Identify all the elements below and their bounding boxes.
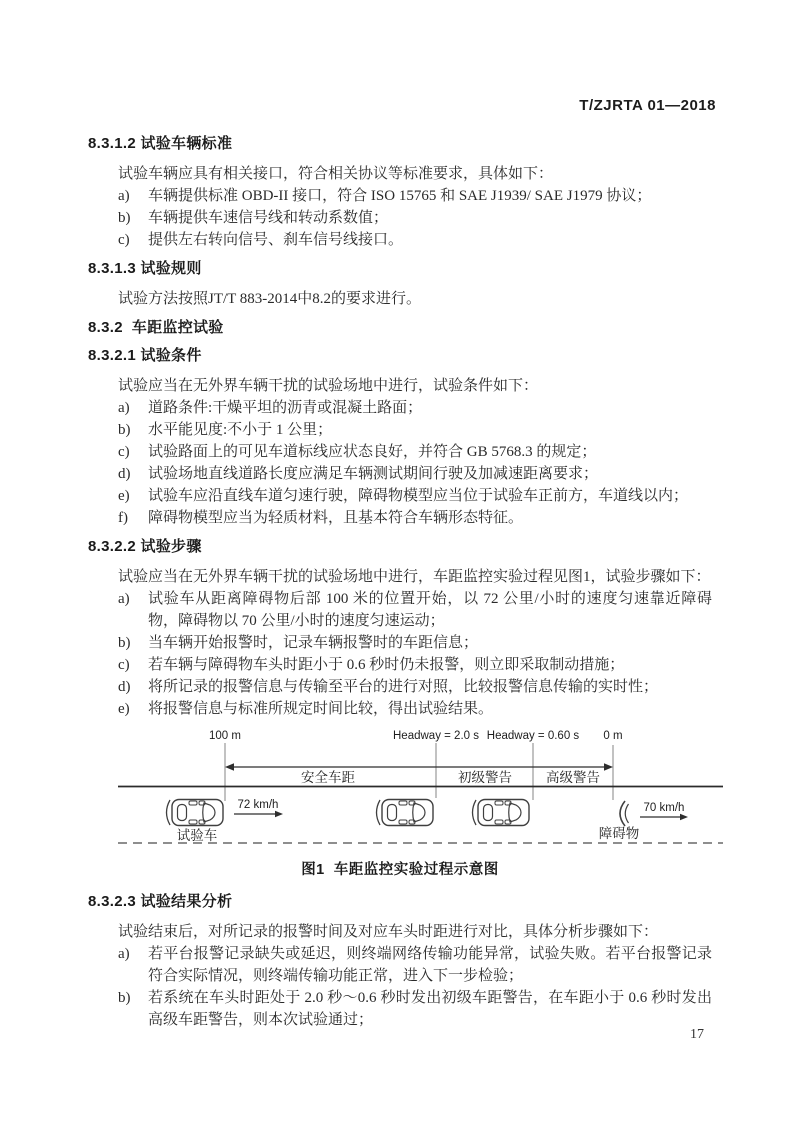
figure-caption: 图1 车距监控实验过程示意图 [301, 862, 499, 878]
list-item [118, 943, 712, 987]
zone-primary-warning-label: 初级警告 [458, 770, 512, 785]
list-item-text: 车辆提供标准 OBD-II 接口，符合 ISO 15765 和 SAE J1939/ SAE J1979 协议； [148, 188, 652, 204]
list-item-text: 试验路面上的可见车道标线应状态良好，并符合 GB 5768.3 的规定； [148, 444, 597, 460]
list-8321 [88, 397, 712, 529]
list-item [118, 632, 712, 654]
list-item-label: a) [118, 591, 130, 607]
list-item-label: c) [118, 444, 130, 460]
list-item-text: 提供左右转向信号、刹车信号线接口。 [148, 232, 404, 248]
marker-headway-06s-label: Headway = 0.60 s [486, 730, 580, 742]
list-item-text: 当车辆开始报警时，记录车辆报警时的车距信息； [148, 635, 479, 651]
list-item [118, 397, 712, 419]
vehicle-at-primary-warning-icon [377, 800, 434, 826]
list-item-label: c) [118, 232, 130, 248]
marker-100m-label: 100 m [209, 730, 241, 742]
list-item-label: e) [118, 701, 130, 717]
vehicle-at-advanced-warning-icon [473, 800, 530, 826]
list-item [118, 485, 712, 507]
list-item [118, 419, 712, 441]
list-item [118, 441, 712, 463]
list-item [118, 588, 712, 632]
list-item-label: d) [118, 466, 131, 482]
list-item-label: f) [118, 510, 128, 526]
paragraph: 试验车辆应具有相关接口，符合相关协议等标准要求，具体如下： [118, 166, 554, 182]
list-item-text: 车辆提供车速信号线和转动系数值； [148, 210, 389, 226]
list-item-label: b) [118, 635, 131, 651]
list-item-text: 道路条件:干燥平坦的沥青或混凝土路面； [148, 400, 423, 416]
document-content [88, 134, 712, 1031]
list-item [118, 698, 712, 720]
list-item-text: 试验车从距离障碍物后部 100 米的位置开始，以 72 公里/小时的速度匀速靠近障碍物，障碍物以 70 公里/小时的速度匀速运动； [148, 591, 712, 629]
list-8323 [88, 943, 712, 1031]
heading-8313: 8.3.1.3 试验规则 [88, 260, 202, 277]
list-item [118, 654, 712, 676]
test-vehicle-speed-label: 72 km/h [237, 799, 279, 811]
list-item-text: 若车辆与障碍物车头时距小于 0.6 秒时仍未报警，则立即采取制动措施； [148, 657, 625, 673]
document-code-header: T/ZJRTA 01—2018 [579, 97, 716, 114]
heading-8322: 8.3.2.2 试验步骤 [88, 538, 202, 555]
marker-0m-label: 0 m [603, 730, 623, 742]
obstacle-icon [620, 801, 629, 826]
list-item-label: a) [118, 946, 130, 962]
list-item-label: c) [118, 657, 130, 673]
list-8322 [88, 588, 712, 720]
list-item-label: b) [118, 990, 131, 1006]
list-item-label: b) [118, 210, 131, 226]
test-vehicle-speed-arrow [234, 811, 283, 817]
paragraph: 试验方法按照JT/T 883-2014中8.2的要求进行。 [118, 291, 422, 307]
list-item-text: 障碍物模型应当为轻质材料，且基本符合车辆形态特征。 [148, 510, 524, 526]
test-vehicle-icon [167, 800, 224, 826]
list-item-label: a) [118, 188, 130, 204]
obstacle-caption: 障碍物 [598, 826, 640, 841]
obstacle-speed-label: 70 km/h [643, 802, 685, 814]
list-item-label: b) [118, 422, 131, 438]
paragraph: 试验应当在无外界车辆干扰的试验场地中进行，车距监控实验过程见图1，试验步骤如下： [118, 569, 711, 585]
list-item [118, 987, 712, 1031]
obstacle-speed-arrow [640, 814, 688, 820]
list-item-text: 试验场地直线道路长度应满足车辆测试期间行驶及加减速距离要求； [148, 466, 599, 482]
heading-8323: 8.3.2.3 试验结果分析 [88, 893, 233, 910]
heading-8321: 8.3.2.1 试验条件 [88, 347, 202, 364]
paragraph: 试验结束后，对所记录的报警时间及对应车头时距进行对比，具体分析步骤如下： [118, 924, 659, 940]
list-item [118, 676, 712, 698]
list-item-text: 试验车应沿直线车道匀速行驶，障碍物模型应当位于试验车正前方，车道线以内； [148, 488, 689, 504]
list-8312 [88, 185, 712, 251]
zone-safe-distance-label: 安全车距 [301, 770, 355, 785]
list-item-text: 若平台报警记录缺失或延迟，则终端网络传输功能异常，试验失败。若平台报警记录符合实际情况，则终端传输功能正常，进入下一步检验； [148, 946, 712, 984]
marker-headway-2s-label: Headway = 2.0 s [393, 730, 479, 742]
list-item-text: 水平能见度:不小于 1 公里； [148, 422, 333, 438]
list-item-text: 将报警信息与标准所规定时间比较，得出试验结果。 [148, 701, 494, 717]
list-item [118, 185, 712, 207]
zone-advanced-warning-label: 高级警告 [546, 770, 600, 785]
paragraph: 试验应当在无外界车辆干扰的试验场地中进行，试验条件如下： [118, 378, 539, 394]
test-vehicle-caption: 试验车 [176, 828, 218, 843]
figure-distance-monitoring-diagram [85, 724, 712, 850]
heading-8312: 8.3.1.2 试验车辆标准 [88, 135, 233, 152]
list-item-label: a) [118, 400, 130, 416]
list-item-text: 若系统在车头时距处于 2.0 秒～0.6 秒时发出初级车距警告，在车距小于 0.6 秒时发出高级车距警告，则本次试验通过； [148, 990, 712, 1028]
list-item-label: d) [118, 679, 131, 695]
heading-832: 8.3.2 车距监控试验 [88, 319, 224, 336]
list-item [118, 229, 712, 251]
diagram-canvas [85, 724, 725, 850]
list-item [118, 207, 712, 229]
list-item [118, 463, 712, 485]
list-item [118, 507, 712, 529]
page-number: 17 [690, 1027, 704, 1042]
list-item-text: 将所记录的报警信息与传输至平台的进行对照，比较报警信息传输的实时性； [148, 679, 659, 695]
list-item-label: e) [118, 488, 130, 504]
